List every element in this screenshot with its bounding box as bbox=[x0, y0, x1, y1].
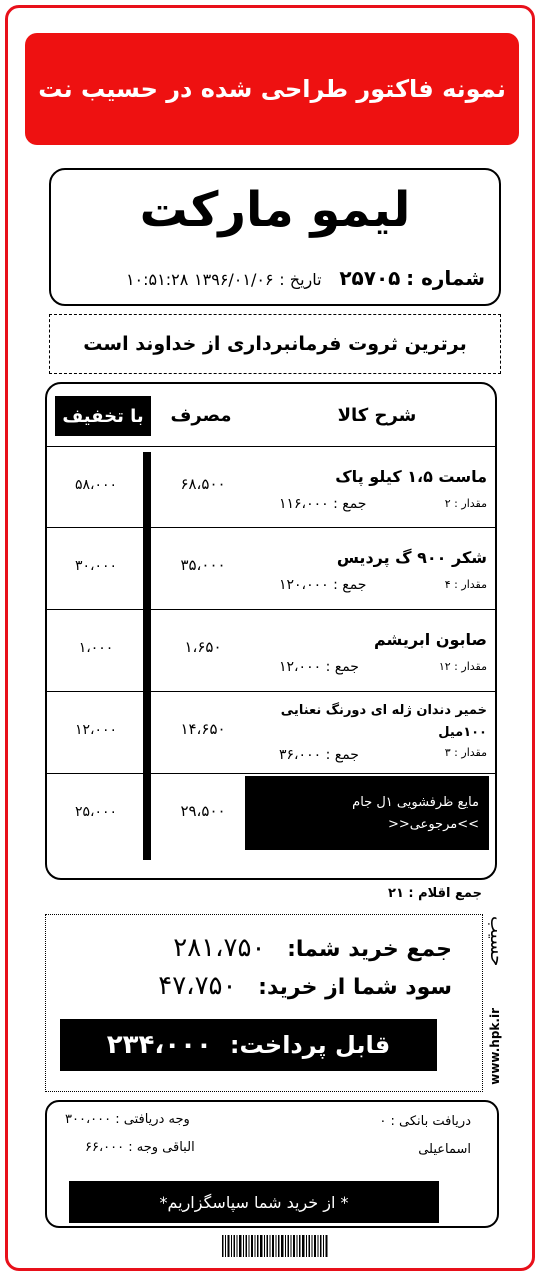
row-product-name: ماست ۱،۵ کیلو پاک bbox=[335, 467, 487, 486]
bank-received: دریافت بانکی : ۰ bbox=[379, 1114, 471, 1129]
side-url: www.hpk.ir bbox=[488, 1008, 502, 1085]
row-consumer-price: ۱۴،۶۵۰ bbox=[180, 720, 226, 738]
thanks-banner: * از خرید شما سپاسگزاریم* bbox=[69, 1181, 439, 1223]
table-row bbox=[47, 692, 495, 774]
total-purchase bbox=[173, 933, 452, 963]
number-label: شماره : bbox=[406, 266, 485, 290]
payable-label: قابل پرداخت: bbox=[229, 1031, 391, 1059]
side-brand: حسیب bbox=[486, 916, 507, 967]
row-quantity: مقدار : ۲ bbox=[444, 497, 487, 510]
profit-label: سود شما از خرید: bbox=[258, 975, 452, 1000]
row-discount-price: ۳۰،۰۰۰ bbox=[74, 558, 118, 574]
returned-label: >>مرجوعی<< bbox=[387, 817, 479, 832]
table-row bbox=[47, 610, 495, 692]
row-product-name: صابون ابریشم bbox=[373, 630, 487, 649]
change-amount: الباقی وجه : ۶۶،۰۰۰ bbox=[85, 1140, 195, 1155]
cashier-name: اسماعیلی bbox=[418, 1142, 471, 1157]
totals-box bbox=[45, 914, 483, 1092]
row-product-name: خمیر دندان ژله ای دورنگ نعنایی ۱۰۰میل bbox=[280, 703, 487, 740]
payable-value: ۲۳۴،۰۰۰ bbox=[106, 1030, 212, 1060]
barcode-icon bbox=[222, 1235, 328, 1257]
items-table bbox=[45, 382, 497, 880]
row-quantity: مقدار : ۳ bbox=[444, 746, 487, 759]
invoice-time: ۱۰:۵۱:۲۸ bbox=[125, 270, 189, 289]
row-discount-price: ۵۸،۰۰۰ bbox=[74, 477, 118, 493]
row-discount-price: ۱۲،۰۰۰ bbox=[74, 722, 118, 738]
date-label: تاریخ : bbox=[279, 270, 322, 289]
row-quantity: مقدار : ۱۲ bbox=[438, 660, 487, 673]
column-divider bbox=[143, 452, 151, 860]
invoice-meta bbox=[65, 266, 485, 290]
sample-banner: نمونه فاکتور طراحی شده در حسیب نت bbox=[25, 33, 519, 145]
header-discount: با تخفیف bbox=[55, 396, 151, 436]
cash-received: وجه دریافتی : ۳۰۰،۰۰۰ bbox=[65, 1112, 190, 1127]
header-description: شرح کالا bbox=[337, 404, 417, 426]
returned-item-box bbox=[245, 776, 489, 850]
row-product-name: شکر ۹۰۰ گ پردیس bbox=[336, 548, 487, 567]
total-label: جمع خرید شما: bbox=[287, 937, 452, 962]
row-quantity: مقدار : ۴ bbox=[444, 578, 487, 591]
row-discount-price: ۲۵،۰۰۰ bbox=[74, 804, 118, 820]
payment-footer bbox=[45, 1100, 499, 1228]
table-row bbox=[47, 446, 495, 528]
table-row bbox=[47, 774, 495, 856]
invoice-number: ۲۵۷۰۵ bbox=[339, 266, 401, 290]
payable-box bbox=[60, 1019, 437, 1071]
row-consumer-price: ۳۵،۰۰۰ bbox=[180, 556, 226, 574]
total-value: ۲۸۱،۷۵۰ bbox=[173, 933, 266, 963]
row-consumer-price: ۱،۶۵۰ bbox=[184, 638, 222, 656]
profit-value: ۴۷،۷۵۰ bbox=[158, 971, 237, 1001]
row-sum: جمع : ۱۲۰،۰۰۰ bbox=[279, 577, 367, 593]
row-sum: جمع : ۳۶،۰۰۰ bbox=[279, 747, 359, 763]
header-consumer-price: مصرف bbox=[170, 404, 232, 426]
table-row bbox=[47, 528, 495, 610]
row-discount-price: ۱،۰۰۰ bbox=[78, 640, 114, 656]
receipt-header bbox=[49, 168, 501, 306]
row-consumer-price: ۶۸،۵۰۰ bbox=[180, 475, 226, 493]
item-count: جمع اقلام : ۲۱ bbox=[388, 886, 482, 901]
store-name: لیمو مارکت bbox=[139, 182, 411, 238]
row-consumer-price: ۲۹،۵۰۰ bbox=[180, 802, 226, 820]
row-sum: جمع : ۱۲،۰۰۰ bbox=[279, 659, 359, 675]
motto: برترین ثروت فرمانبرداری از خداوند است bbox=[49, 314, 501, 374]
invoice-date: ۱۳۹۶/۰۱/۰۶ bbox=[194, 270, 274, 289]
row-product-name: مایع ظرفشویی ۱ل جام bbox=[352, 795, 479, 810]
profit-line bbox=[158, 971, 452, 1001]
row-sum: جمع : ۱۱۶،۰۰۰ bbox=[279, 496, 367, 512]
